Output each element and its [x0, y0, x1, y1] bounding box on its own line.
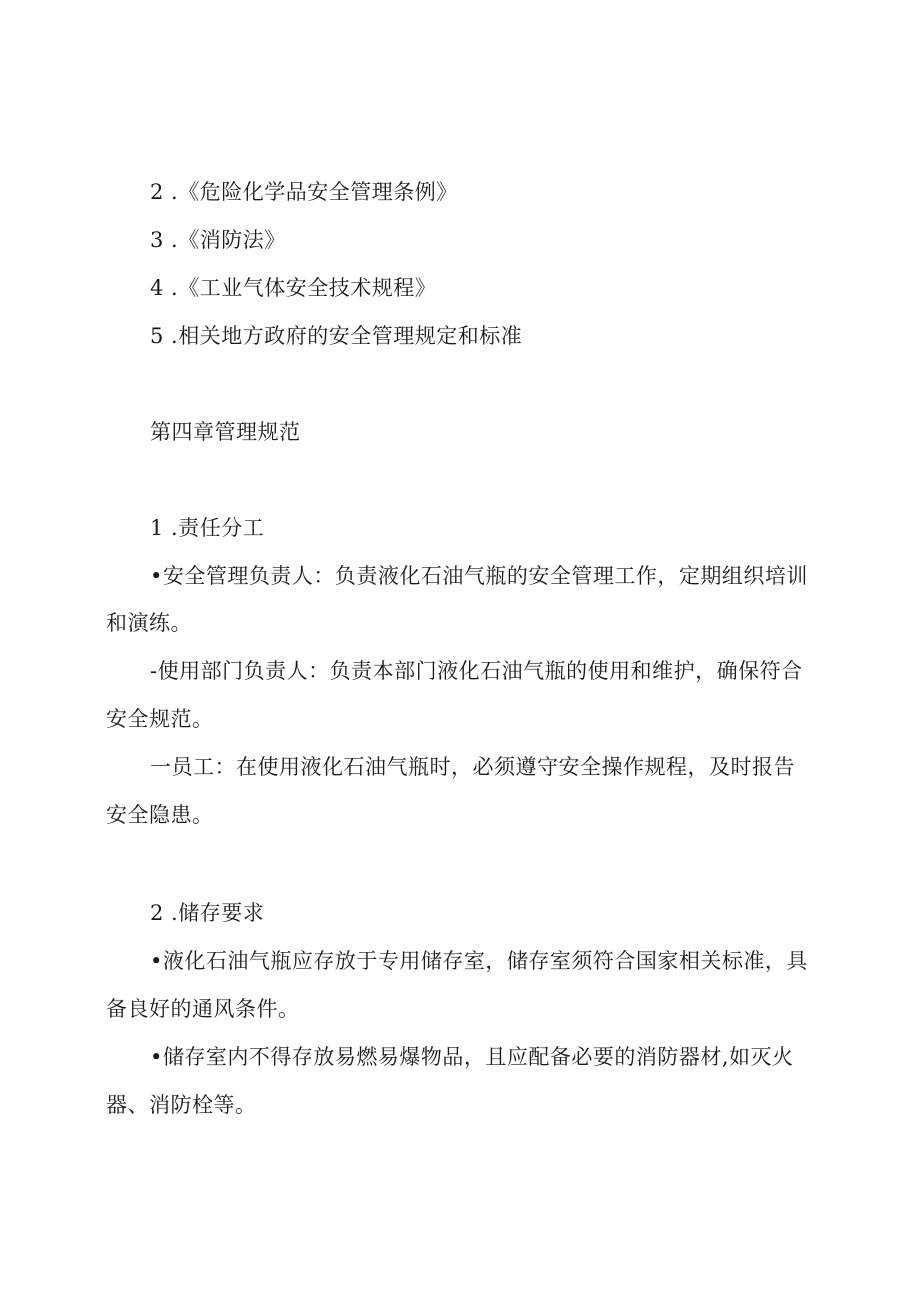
paragraph-department-head-line2: 安全规范。	[106, 707, 214, 731]
reference-item-3: 3 .《消防法》	[150, 228, 286, 252]
paragraph-department-head-line1: -使用部门负责人：负责本部门液化石油气瓶的使用和维护，确保符合	[150, 659, 803, 683]
reference-item-5: 5 .相关地方政府的安全管理规定和标准	[150, 324, 523, 348]
reference-item-4: 4 .《工业气体安全技术规程》	[150, 276, 437, 300]
paragraph-employee-line2: 安全隐患。	[106, 803, 214, 827]
paragraph-fire-equipment-line2: 器、消防栓等。	[106, 1093, 257, 1117]
paragraph-storage-room-line1: •液化石油气瓶应存放于专用储存室，储存室须符合国家相关标准，具	[150, 949, 808, 973]
paragraph-storage-room-line2: 备良好的通风条件。	[106, 997, 300, 1021]
paragraph-safety-manager-line2: 和演练。	[106, 611, 192, 635]
reference-item-2: 2 .《危险化学品安全管理条例》	[150, 180, 458, 204]
paragraph-fire-equipment-line1: •储存室内不得存放易燃易爆物品，且应配备必要的消防器材,如灭火	[150, 1045, 794, 1069]
paragraph-employee-line1: 一员工：在使用液化石油气瓶时，必须遵守安全操作规程，及时报告	[150, 755, 795, 779]
section-heading-responsibility: 1 .责任分工	[150, 516, 265, 540]
chapter-title: 第四章管理规范	[150, 420, 301, 444]
paragraph-safety-manager-line1: •安全管理负责人：负责液化石油气瓶的安全管理工作，定期组织培训	[150, 564, 808, 588]
section-heading-storage: 2 .储存要求	[150, 901, 265, 925]
